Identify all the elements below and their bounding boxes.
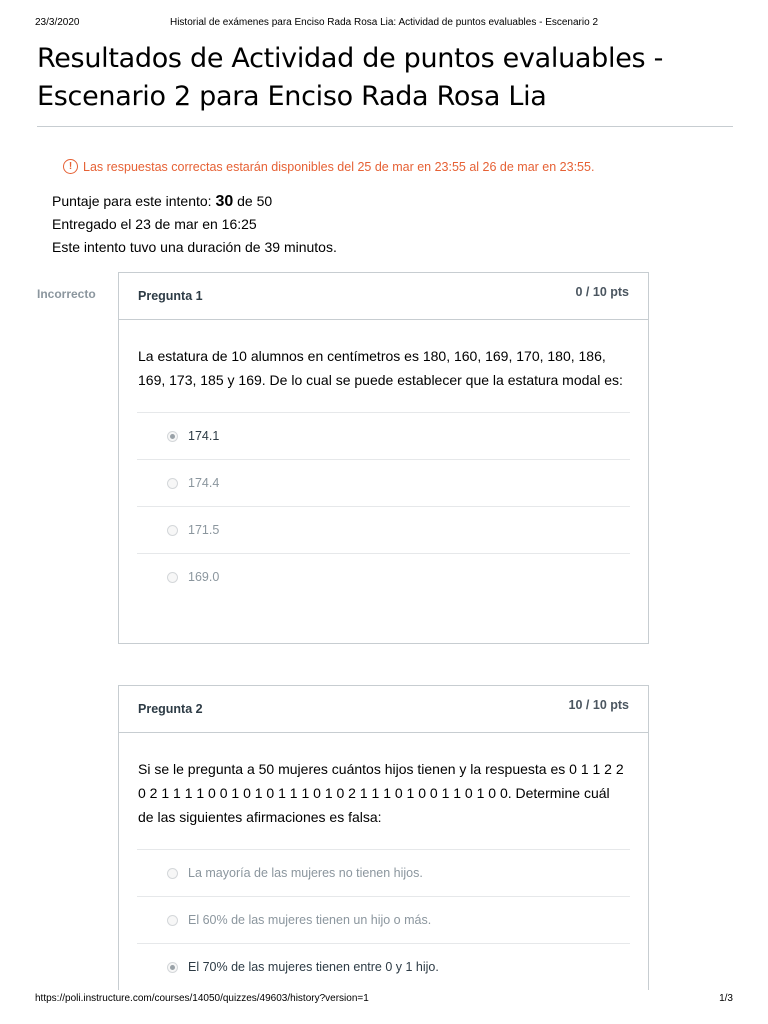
answer-list — [137, 849, 630, 990]
question-points: 10 / 10 pts — [568, 698, 629, 712]
question-2 — [118, 685, 649, 990]
print-url: https://poli.instructure.com/courses/14050/quizzes/49603/history?version=1 — [35, 993, 369, 1004]
answer-option[interactable] — [137, 849, 630, 896]
score-line — [52, 190, 337, 213]
answer-label: La mayoría de las mujeres no tienen hijos. — [188, 866, 423, 880]
title-divider — [37, 126, 733, 127]
radio-icon — [167, 525, 178, 536]
answer-option[interactable] — [137, 506, 630, 553]
question-header — [119, 686, 648, 733]
question-header — [119, 273, 648, 320]
question-text: Si se le pregunta a 50 mujeres cuántos hijos tienen y la respuesta es 0 1 1 2 2 0 2 1 1 1 1 0 0 1 0 1 0 1 1 1 0 1 0 2 1 1 1 0 1 0 0 1 1 0 1 0 0. Determine cuál de las siguientes afirmaciones es falsa: — [138, 761, 624, 825]
answer-label: 174.1 — [188, 429, 220, 443]
answer-option[interactable] — [137, 943, 630, 990]
answer-option[interactable] — [137, 412, 630, 459]
duration-line: Este intento tuvo una duración de 39 minutos. — [52, 239, 337, 255]
submitted-line: Entregado el 23 de mar en 16:25 — [52, 216, 257, 232]
radio-icon — [167, 915, 178, 926]
answer-option[interactable] — [137, 459, 630, 506]
print-page-number: 1/3 — [719, 993, 733, 1004]
answer-label: 171.5 — [188, 523, 220, 537]
answer-label: El 60% de las mujeres tienen un hijo o más. — [188, 913, 432, 927]
radio-icon — [167, 478, 178, 489]
score-label: Puntaje para este intento: — [52, 193, 212, 209]
answer-option[interactable] — [137, 553, 630, 600]
radio-icon — [167, 868, 178, 879]
attempt-info — [52, 190, 337, 259]
radio-selected-icon — [167, 962, 178, 973]
print-title: Historial de exámenes para Enciso Rada Rosa Lia: Actividad de puntos evaluables - Escenario 2 — [169, 17, 599, 28]
question-text: La estatura de 10 alumnos en centímetros es 180, 160, 169, 170, 180, 186, 169, 173, 185 y 169. De lo cual se puede establecer que la estatura modal es: — [138, 348, 623, 388]
radio-icon — [167, 572, 178, 583]
radio-selected-icon — [167, 431, 178, 442]
answer-label: El 70% de las mujeres tienen entre 0 y 1 hijo. — [188, 960, 439, 974]
question-result-label: Incorrecto — [37, 287, 96, 301]
score-total: de 50 — [237, 193, 273, 209]
question-name: Pregunta 1 — [138, 289, 203, 303]
answer-option[interactable] — [137, 896, 630, 943]
answer-label: 169.0 — [188, 570, 220, 584]
answers-availability-notice — [63, 159, 594, 174]
question-name: Pregunta 2 — [138, 702, 203, 716]
answer-label: 174.4 — [188, 476, 220, 490]
question-1 — [118, 272, 649, 644]
notice-text: Las respuestas correctas estarán disponibles del 25 de mar en 23:55 al 26 de mar en 23:55. — [83, 159, 595, 174]
warning-icon: ! — [63, 159, 78, 174]
score-value: 30 — [215, 193, 234, 210]
question-points: 0 / 10 pts — [575, 285, 629, 299]
print-date: 23/3/2020 — [35, 17, 80, 28]
answer-list — [137, 412, 630, 600]
page-title: Resultados de Actividad de puntos evaluables - Escenario 2 para Enciso Rada Rosa Lia — [37, 43, 664, 112]
